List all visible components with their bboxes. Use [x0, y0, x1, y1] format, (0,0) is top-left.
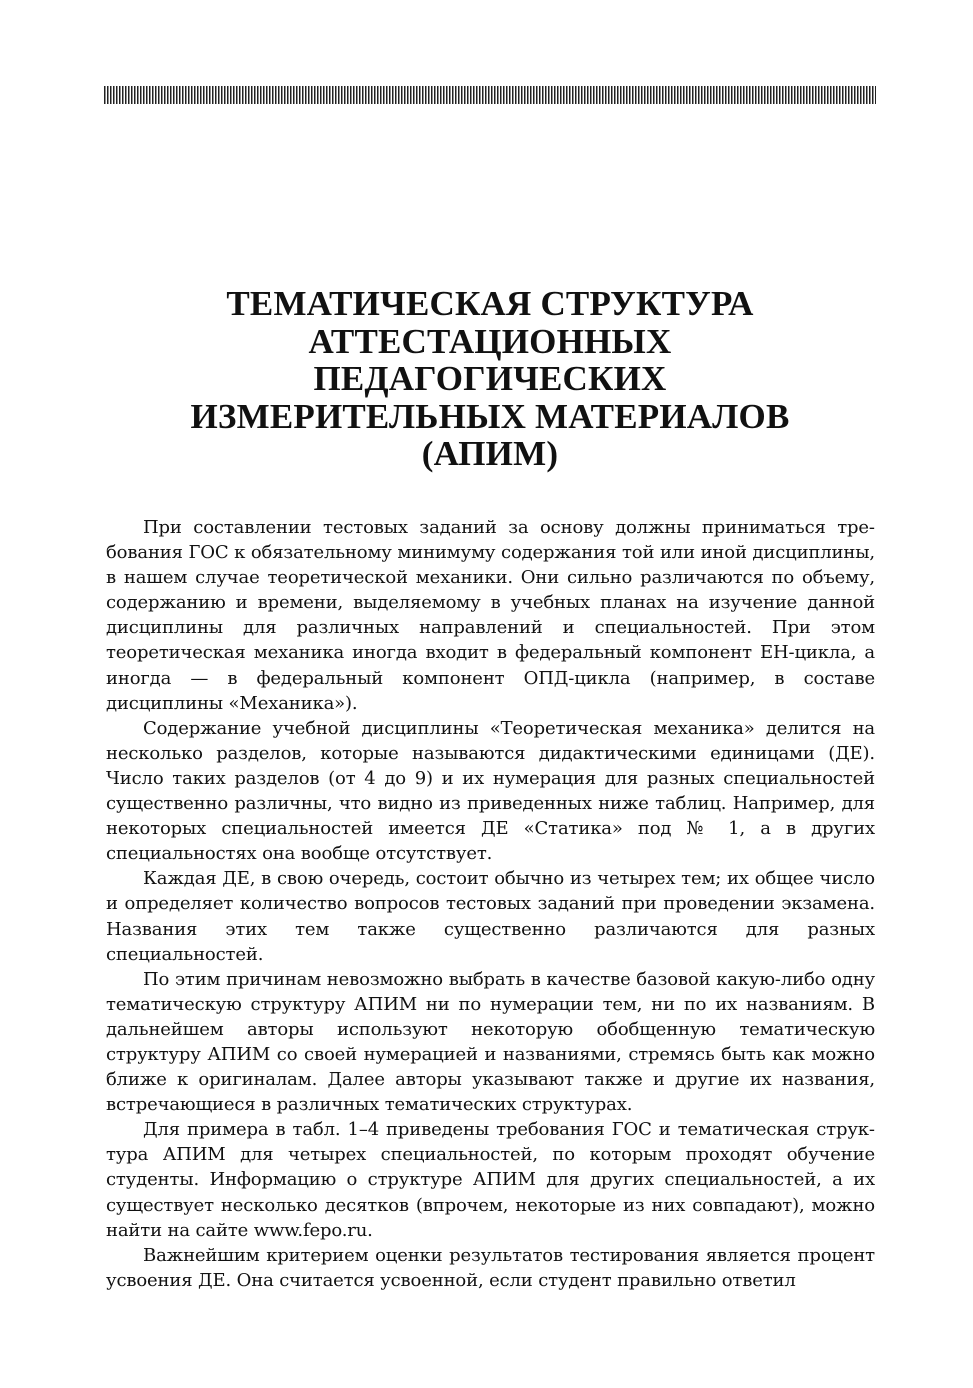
paragraph: Важнейшим критерием оценки результатов тестирования является процент усвоения ДЕ. Она считается усвоенной, если студент правильно ответил [106, 1244, 875, 1291]
paragraph: Для примера в табл. 1–4 приведены требования ГОС и тематическая структура АПИМ для четырех специальностей, по которым проходят обучение студенты. Информацию о структуре АПИМ для других специальностей, а их существует несколько десятков (впрочем, некоторые из них совпадают), можно найти на сайте www.fepo.ru. [106, 1119, 875, 1241]
title-line: АТТЕСТАЦИОННЫХ [308, 321, 672, 361]
title-line: ИЗМЕРИТЕЛЬНЫХ МАТЕРИАЛОВ [190, 396, 790, 436]
paragraph: При составлении тестовых заданий за основу должны приниматься требования ГОС к обязательному минимуму содержания той или иной дисциплины, в нашем случае теоретической механики. Они сильно различаются по объему, содержанию и времени, выделяемому в учебных планах на изучение данной дисциплины для различных направлений и специальностей. При этом теоретическая механика иногда входит в федеральный компонент ЕН-цикла, а иногда — в федеральный компонент ОПД-цикла (например, в составе дисциплины «Механика»). [106, 517, 875, 714]
paragraph: Каждая ДЕ, в свою очередь, состоит обычно из четырех тем; их общее число и определяет количество вопросов тестовых заданий при проведении экзамена. Названия этих тем также существенно различаются для разных специальностей. [106, 868, 875, 965]
header-rule [104, 86, 876, 104]
title-line: ПЕДАГОГИЧЕСКИХ [313, 359, 667, 398]
body-text [106, 515, 875, 1293]
title-line: (АПИМ) [421, 434, 559, 473]
page-title [104, 285, 876, 473]
title-line: ТЕМАТИЧЕСКАЯ СТРУКТУРА [226, 284, 754, 323]
paragraph: По этим причинам невозможно выбрать в качестве базовой какую-либо одну тематическую структуру АПИМ ни по нумерации тем, ни по их названиям. В дальнейшем авторы используют некоторую обобщенную тематическую структуру АПИМ со своей нумерацией и названиями, стремясь быть как можно ближе к оригиналам. Далее авторы указывают также и другие их названия, встречающиеся в различных тематических структурах. [106, 968, 875, 1116]
paragraph: Содержание учебной дисциплины «Теоретическая механика» делится на несколько разделов, которые называются дидактическими единицами (ДЕ). Число таких разделов (от 4 до 9) и их нумерация для разных специальностей существенно различны, что видно из приведенных ниже таблиц. Например, для некоторых специальностей имеется ДЕ «Статика» под № 1, а в других специальностях она вообще отсутствует. [106, 717, 875, 865]
